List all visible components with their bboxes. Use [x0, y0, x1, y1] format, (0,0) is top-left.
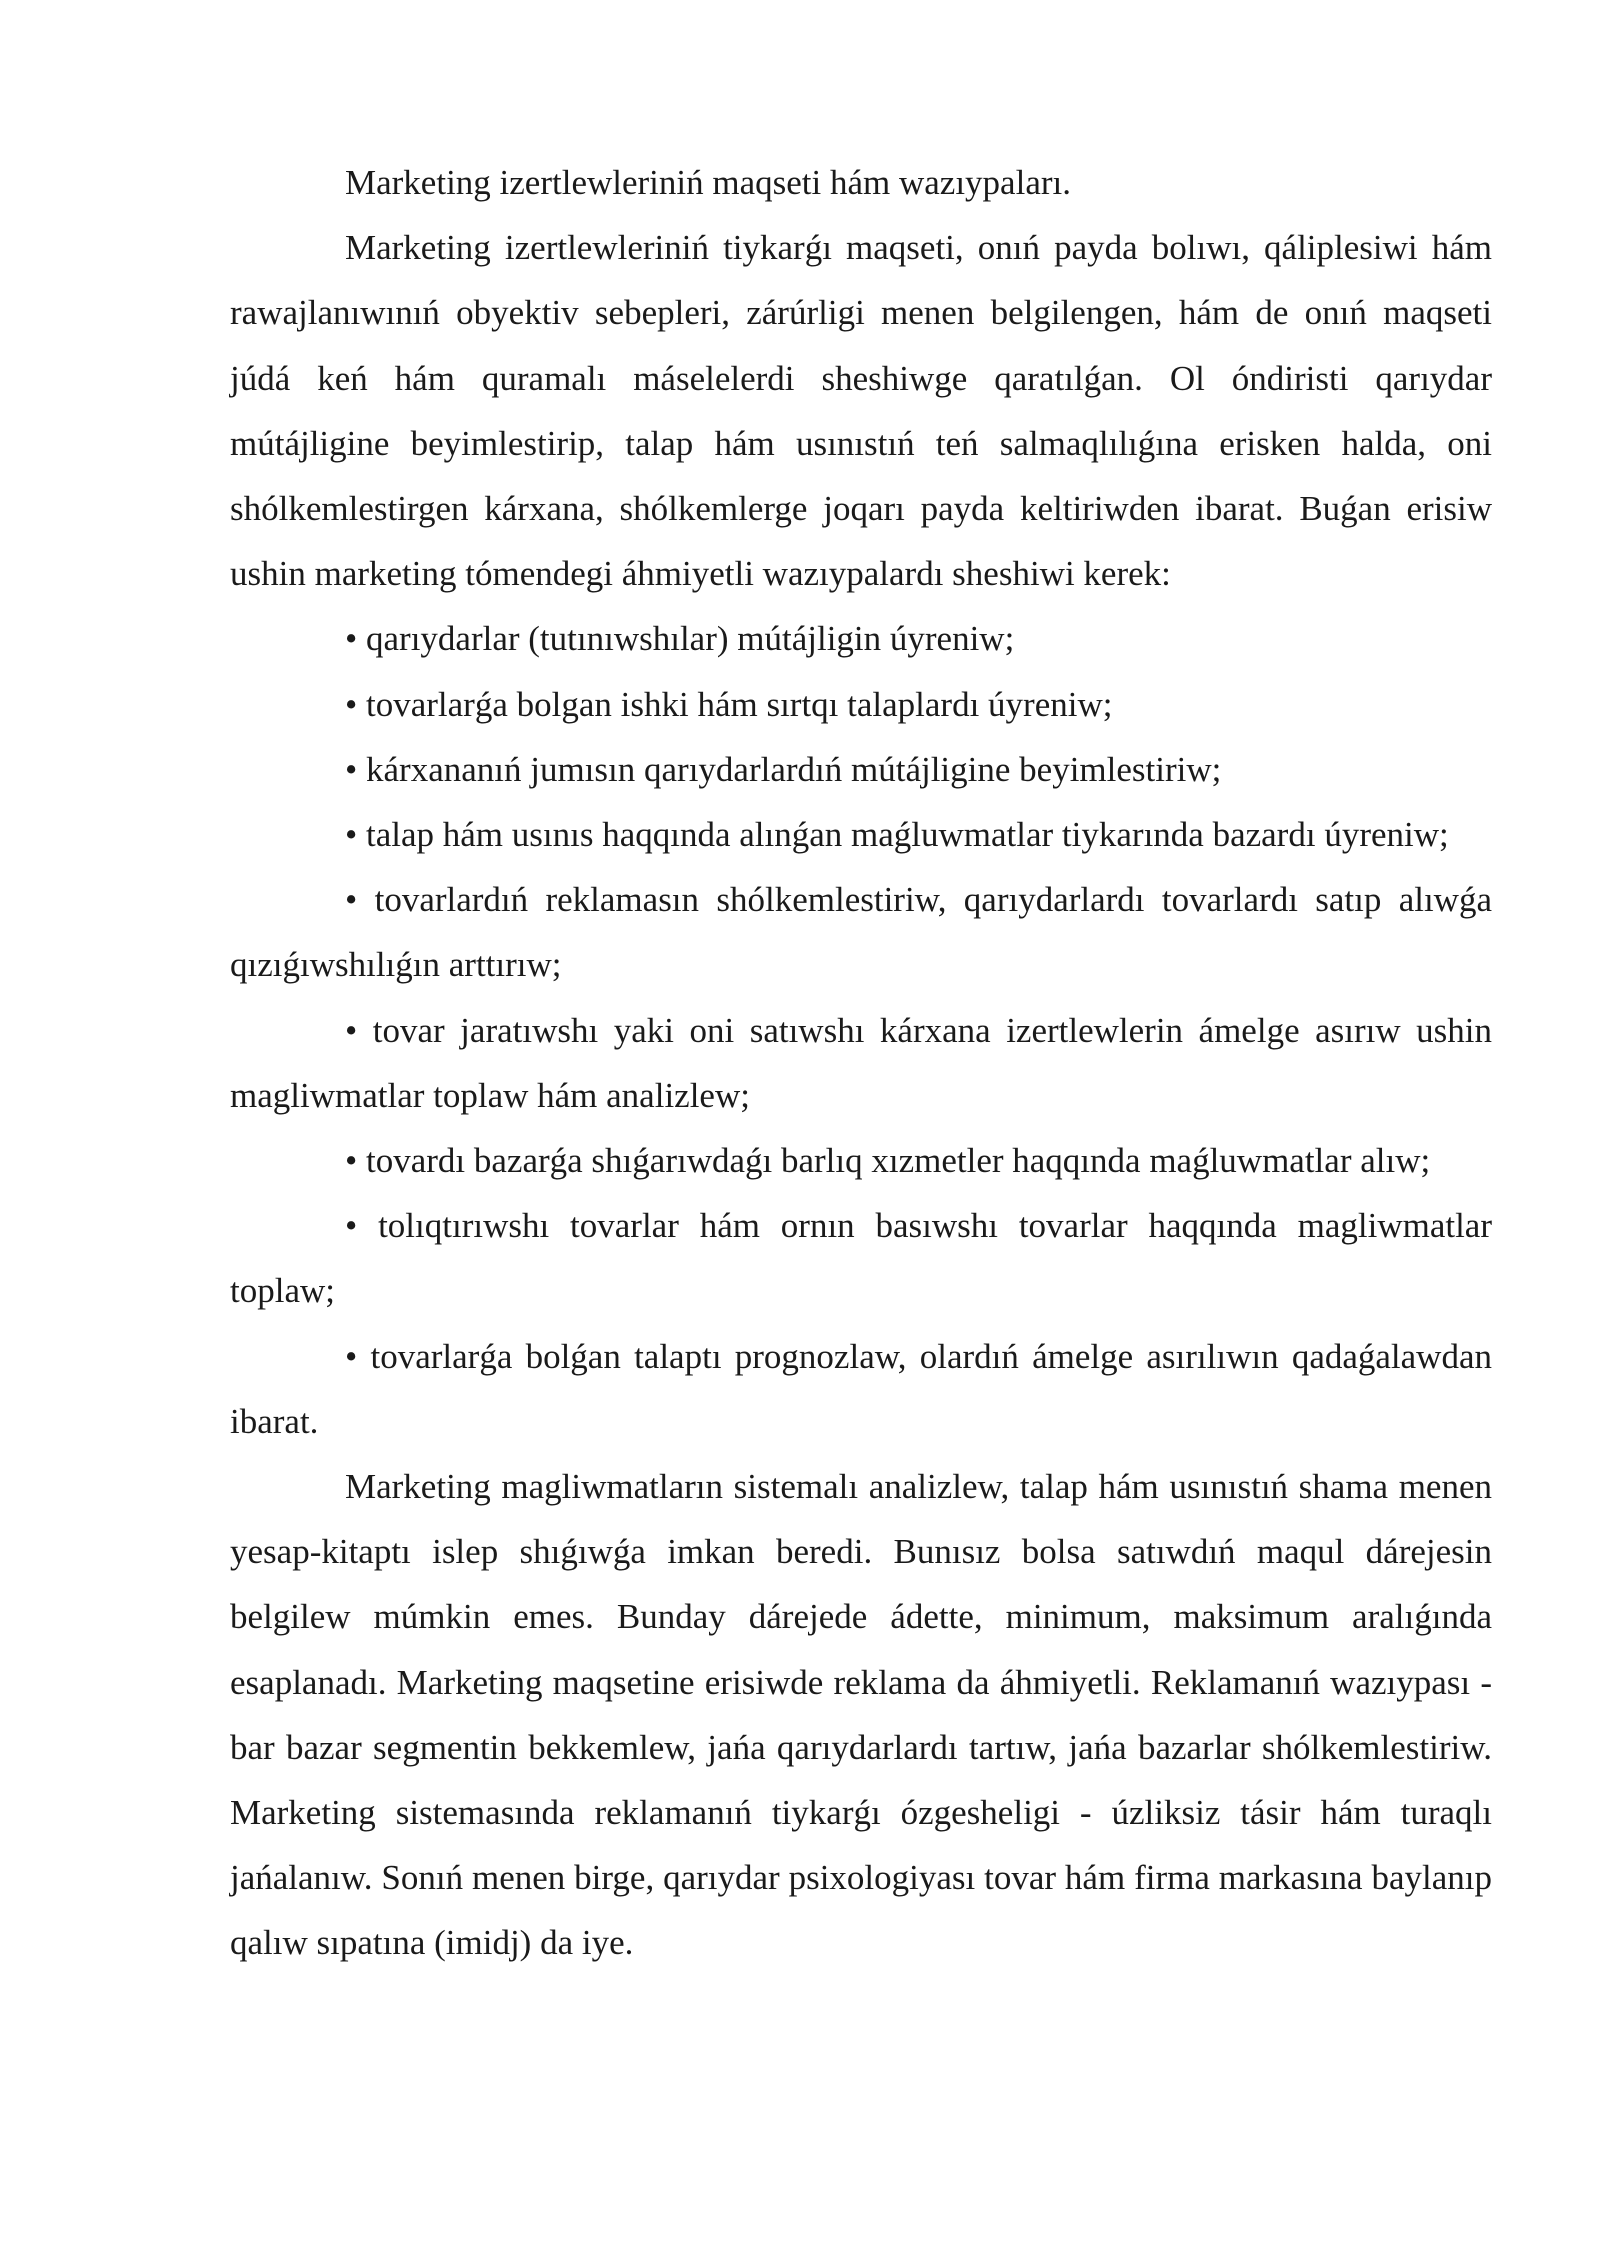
bullet-item: • tovarlardıń reklamasın shólkemlestiriw, qarıydarlardı tovarlardı satıp alıwǵa qızıǵıwshılıǵın arttırıw;: [230, 880, 1492, 985]
bullet-item: • tovardı bazarǵa shıǵarıwdaǵı barlıq xızmetler haqqında maǵluwmatlar alıw;: [345, 1141, 1431, 1181]
bullet-item: • talap hám usınıs haqqında alınǵan maǵluwmatlar tiykarında bazardı úyreniw;: [345, 815, 1449, 855]
section-title: Marketing izertlewleriniń maqseti hám wazıypaları.: [345, 163, 1071, 202]
closing-paragraph: Marketing magliwmatların sistemalı analizlew, talap hám usınıstıń shama menen yesap-kitaptı islep shıǵıwǵa imkan beredi. Bunısız bolsa satıwdıń maqul dárejesin belgilew múmkin emes. Bunday dárejede ádette, minimum, maksimum aralıǵında esaplanadı. Marketing maqsetine erisiwde reklama da áhmiyetli. Reklamanıń wazıypası - bar bazar segmentin bekkemlew, jańa qarıydarlardı tartıw, jańa bazarlar shólkemlestiriw. Marketing sistemasında reklamanıń tiykarǵı ózgesheligi - úzliksiz tásir hám turaqlı jańalanıw. Sonıń menen birge, qarıydar psixologiyası tovar hám firma markasına baylanıp qalıw sıpatına (imidj) da iye.: [230, 1467, 1492, 1963]
bullet-item: • tovarlarǵa bolgan ishki hám sırtqı talaplardı úyreniw;: [345, 684, 1113, 724]
bullet-item: • tovarlarǵa bolǵan talaptı prognozlaw, olardıń ámelge asırılıwın qadaǵalawdan ibarat.: [230, 1336, 1492, 1441]
intro-paragraph: Marketing izertlewleriniń tiykarǵı maqseti, onıń payda bolıwı, qáliplesiwi hám rawajlanıwınıń obyektiv sebepleri, zárúrligi menen belgilengen, hám de onıń maqseti júdá keń hám quramalı máselelerdi sheshiwge qaratılǵan. Ol óndiristi qarıydar mútájligine beyimlestirip, talap hám usınıstıń teń salmaqlılıǵına erisken halda, oni shólkemlestirgen kárxana, shólkemlerge joqarı payda keltiriwden ibarat. Buǵan erisiw ushin marketing tómendegi áhmiyetli wazıypalardı sheshiwi kerek:: [230, 228, 1492, 594]
document-page: [230, 150, 1492, 1976]
bullet-item: • tolıqtırıwshı tovarlar hám ornın basıwshı tovarlar haqqında magliwmatlar toplaw;: [230, 1206, 1492, 1311]
bullet-item: • kárxananıń jumısın qarıydarlardıń mútájligine beyimlestiriw;: [345, 749, 1222, 789]
bullet-item: • qarıydarlar (tutınıwshılar) mútájligin úyreniw;: [345, 619, 1015, 659]
bullet-item: • tovar jaratıwshı yaki oni satıwshı kárxana izertlewlerin ámelge asırıw ushin magliwmatlar toplaw hám analizlew;: [230, 1010, 1492, 1115]
